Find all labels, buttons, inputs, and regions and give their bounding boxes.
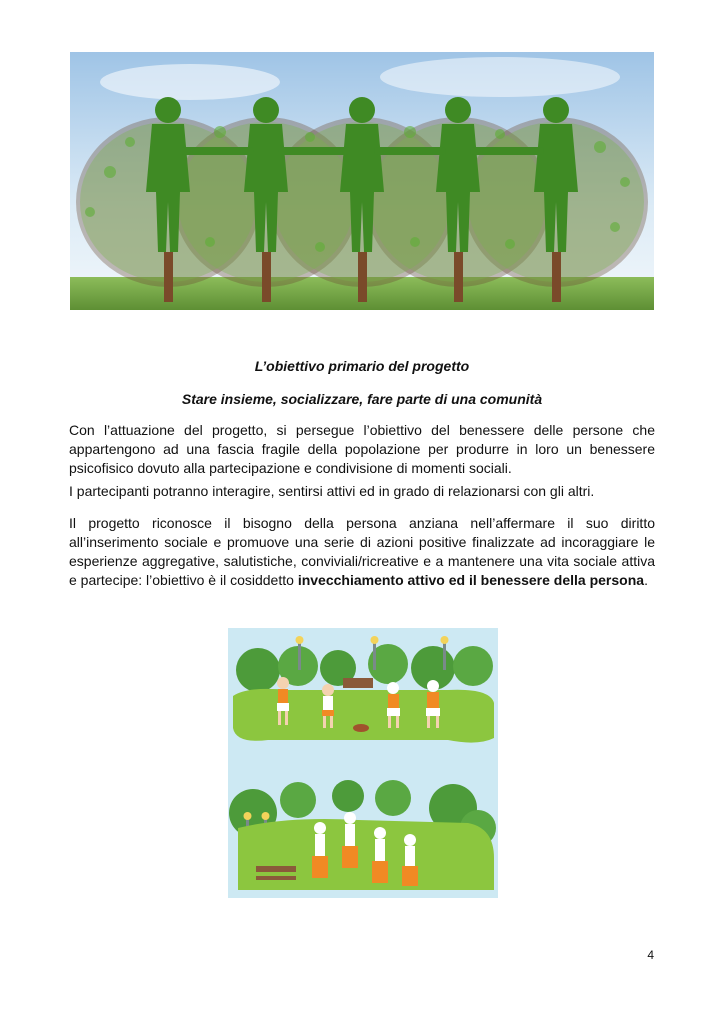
trees-people-illustration [70,52,654,310]
objective-heading-bold: del progetto [388,358,470,374]
page-number: 4 [647,948,654,962]
objective-heading-italic: L’obiettivo primario [254,358,385,374]
park-exercise-illustration [228,628,498,898]
paragraph-3 [69,514,655,590]
paragraph-3-end: . [644,572,648,588]
paragraph-2: I partecipanti potranno interagire, sentirsi attivi ed in grado di relazionarsi con gli altri. [69,483,595,499]
paragraph-1: Con l’attuazione del progetto, si persegue l’obiettivo del benessere delle persone che appartengono ad una fascia fragile della popolazione per produrre in loro un benessere psicofisico dovuto alla partecipazione e condivisione di momenti sociali. [69,422,655,476]
trees-people-svg [70,52,654,310]
subtitle-heading: Stare insieme, socializzare, fare parte di una comunità [181,391,543,407]
park-exercise-svg [228,628,498,898]
lower-park-scene [229,780,496,890]
paragraph-3-bold: invecchiamento attivo ed il benessere della persona [297,572,645,588]
objective-heading [0,358,724,374]
paragraph-3-text: Il progetto riconosce il bisogno della persona anziana nell’affermare il suo diritto all’inserimento sociale e promuove una serie di azioni positive finalizzate ad incoraggiare le esperienze aggregative, salutistiche, conviviali/ricreative e a mantenere una vita sociale attiva e partecipe: l’obiettivo è il cosiddetto [69,515,655,588]
